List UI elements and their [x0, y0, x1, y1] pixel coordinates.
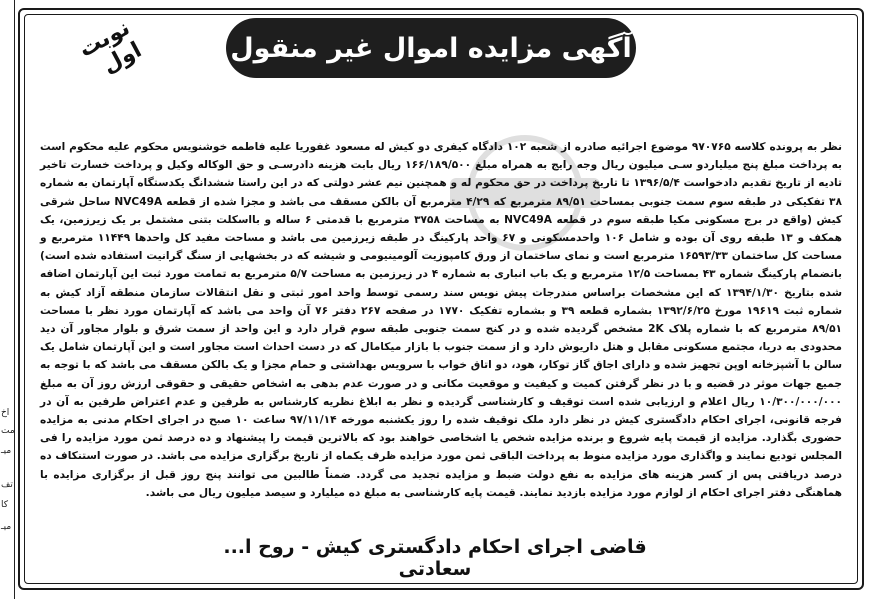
notice-title-banner: [226, 18, 636, 78]
judge-signature: قاضی اجرای احکام دادگستری کیش - روح ا... سعادتی: [223, 536, 647, 580]
notice-title: آگهی مزایده اموال غیر منقول: [230, 32, 632, 64]
adjacent-text-fragment: مت: [1, 426, 15, 436]
adjacent-text-fragment: تف: [1, 480, 13, 490]
adjacent-text-fragment: میـ: [1, 446, 12, 456]
first-round-label: نوبت اول: [75, 15, 146, 79]
notice-body: نظر به پرونده کلاسه ۹۷۰۷۶۵ موضوع اجرائیه صادره از شعبه ۱۰۲ دادگاه کیفری دو کیش له مسعود غفوریا علیه فاطمه خوشنویس محکوم علیه محکوم است به پرداخت مبلغ پنج میلیاردو سـی میلیون ریال وجه رایج به همراه مبلغ ۱۶۶/۱۸۹/۵۰۰ ریال بابت هزینه دادرسـی و حق الوکاله وکیل و پرداخت خسارت تاخیر تادیه از تاریخ تقدیم دادخواست ۱۳۹۶/۵/۴ تا تاریخ پرداخت در حق محکوم له و همچنین نیم عشر دولتی که در این راستا ششدانگ یکدستگاه آپارتمان به شماره ۳۸ تفکیکی در طبقه سوم سمت جنوبی بمساحت ۸۹/۵۱ مترمربع که ۴/۲۹ مترمربع آن بالکن مسقف می باشد و مجزا شده از قطعه NVC49A ساحل شرقی کیش (واقع در برج مسکونی مکیا طبقه سوم در قطعه NVC49A به مساحت ۳۷۵۸ مترمربع با قدمتی ۶ ساله و بااسکلت بتنی مشتمل بر یک زیرزمین، یک همکف و ۱۳ طبقه روی آن بوده و شامل ۱۰۶ واحدمسکونی و ۶۷ واحد پارکینگ در طبقه زیرزمین می باشد و مساحت مفید کل واحدها ۱۱۴۴۹ مترمربع و مساحت کل ساختمان ۱۶۵۹۳/۳۳ مترمربع است و نمای ساختمان از ورق کامپوزیت آلومینیومی و شیشه که در بخشهایی از سنگ گرانیت استفاده شده است) بانضمام پارکینگ شماره ۴۳ بمساحت ۱۲/۵ مترمربع و یک باب انباری به شماره ۴ در زیرزمین به مساحت ۵/۷ مترمربع به تمامت مورد ثبت این آپارتمان اضافه شده بتاریخ ۱۳۹۴/۱/۳۰ که این مشخصات براساس مندرجات پیش نویس سند رسمی توسط واحد امور ثبتی و نقل انتقالات سازمان منطقه آزاد کیش به شماره ثبت ۱۹۶۱۹ مورخ ۱۳۹۲/۶/۲۵ بشماره قطعه ۳۹ و بشماره تفکیک ۱۷۷۰ در صفحه ۲۶۷ دفتر ۷۶ آن واحد می باشد که آپارتمان مورد نظر با مساحت ۸۹/۵۱ مترمربع که با شماره پلاک 2K مشخص گردیده شده و در کنج سمت جنوبی طبقه سوم قرار دارد و این واحد از سمت شرق و بلوار مجاور آن دید محدودی به دریا، مجتمع مسکونی مقابل و هتل داریوش دارد و از سمت جنوب با بازار میکامال که در دست احداث است مجاور است و این آپارتمان شامل یک سالن با آشپزخانه اوپن تجهیز شده و دارای اجاق گاز توکار، هود، دو اتاق خواب با سرویس بهداشتی و حمام مجزا و یک بالکن مسقف می باشد که با توجه به جمیع جهات موثر در قضیه و با در نظر گرفتن کمیت و کیفیت و موقعیت مکانی و در صورت عدم بدهی به اشخاص حقیقی و حقوقی ارزش روز آن به مبلغ ۱۰/۳۰۰/۰۰۰/۰۰۰ ریال اعلام و ارزیابی شده است توقیف و کارشناسی گردیده و نظر به ابلاغ نظریه کارشناس به طرفین و عدم اعتراض طرفین به آن در فرجه قانونی، اجرای احکام دادگستری کیش در نظر دارد ملک توقیف شده را روز یکشنبه مورخه ۹۷/۱۱/۱۴ ساعت ۱۰ صبح در اجرای احکام مدنی به مزایده حضوری بگذارد. مزایده از قیمت پایه شروع و برنده مزایده شخص یا اشخاصی خواهند بود که بالاترین قیمت را پیشنهاد و ده درصد ثمن مورد مزایده را فی المجلس تودیع نمایند و واگذاری مورد مزایده منوط به پرداخت الباقی ثمن مورد مزایده ظرف یکماه از تاریخ برگزاری مزایده می باشد. در صورت استنکاف ده درصد دریافتی پس از کسر هزینه های مزایده به نفع دولت ضبط و مزایده تجدید می گردد. ضمناً طالبین می توانند پنج روز قبل از برگزاری مزایده با هماهنگی دفتر اجرای احکام از لوازم مورد مزایده بازدید نمایند. قیمت پایه کارشناسی به مبلغ ده میلیارد و سیصد میلیون ریال می باشد.: [40, 141, 843, 499]
adjacent-text-fragment: کا: [1, 500, 9, 510]
adjacent-column-strip: [0, 0, 15, 599]
adjacent-text-fragment: اخ: [1, 408, 10, 418]
adjacent-text-fragment: میـ: [1, 522, 12, 532]
